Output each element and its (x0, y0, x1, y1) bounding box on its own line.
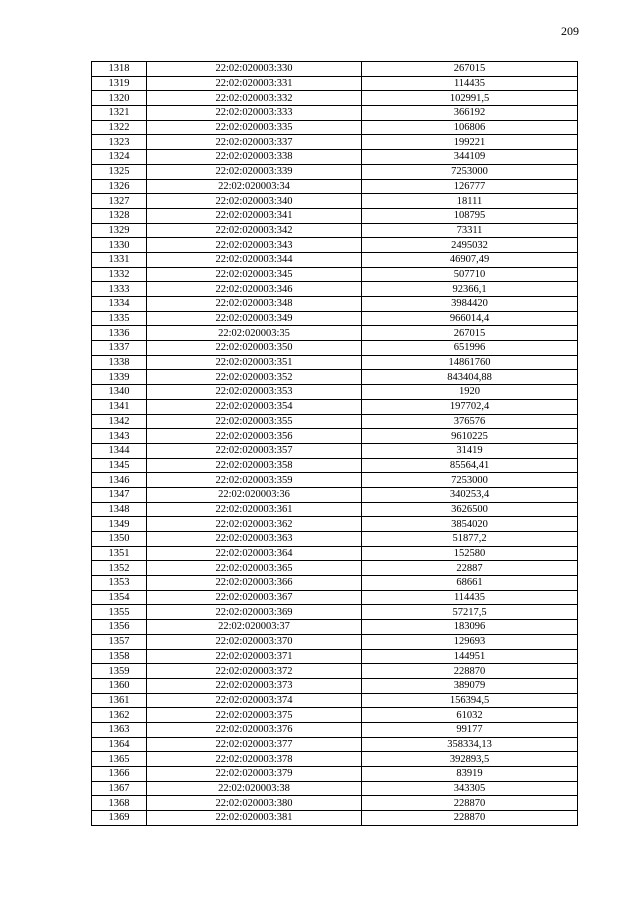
cadastral-value-cell: 106806 (362, 120, 578, 135)
cadastral-number-cell: 22:02:020003:335 (147, 120, 362, 135)
table-row (92, 752, 578, 767)
cadastral-number-cell: 22:02:020003:357 (147, 443, 362, 458)
cadastral-value-cell: 22887 (362, 561, 578, 576)
table-row (92, 458, 578, 473)
cadastral-number-cell: 22:02:020003:355 (147, 414, 362, 429)
row-number-cell: 1352 (92, 561, 147, 576)
table-row (92, 355, 578, 370)
table-row (92, 179, 578, 194)
table-row (92, 620, 578, 635)
table-row (92, 223, 578, 238)
cadastral-number-cell: 22:02:020003:379 (147, 767, 362, 782)
table-row (92, 326, 578, 341)
row-number-cell: 1326 (92, 179, 147, 194)
row-number-cell: 1359 (92, 664, 147, 679)
cadastral-value-cell: 966014,4 (362, 311, 578, 326)
cadastral-number-cell: 22:02:020003:374 (147, 693, 362, 708)
cadastral-number-cell: 22:02:020003:381 (147, 811, 362, 826)
cadastral-number-cell: 22:02:020003:376 (147, 722, 362, 737)
table-row (92, 487, 578, 502)
row-number-cell: 1331 (92, 252, 147, 267)
cadastral-value-cell: 114435 (362, 590, 578, 605)
table-row (92, 532, 578, 547)
cadastral-value-cell: 267015 (362, 326, 578, 341)
cadastral-value-cell: 267015 (362, 62, 578, 77)
cadastral-number-cell: 22:02:020003:380 (147, 796, 362, 811)
cadastral-number-cell: 22:02:020003:369 (147, 605, 362, 620)
cadastral-value-cell: 46907,49 (362, 252, 578, 267)
cadastral-value-cell: 152580 (362, 546, 578, 561)
cadastral-number-cell: 22:02:020003:332 (147, 91, 362, 106)
cadastral-number-cell: 22:02:020003:340 (147, 194, 362, 209)
cadastral-value-cell: 85564,41 (362, 458, 578, 473)
cadastral-number-cell: 22:02:020003:375 (147, 708, 362, 723)
table-row (92, 120, 578, 135)
table-row (92, 150, 578, 165)
row-number-cell: 1362 (92, 708, 147, 723)
row-number-cell: 1330 (92, 238, 147, 253)
row-number-cell: 1369 (92, 811, 147, 826)
row-number-cell: 1349 (92, 517, 147, 532)
row-number-cell: 1356 (92, 620, 147, 635)
table-row (92, 664, 578, 679)
cadastral-value-cell: 358334,13 (362, 737, 578, 752)
cadastral-value-cell: 73311 (362, 223, 578, 238)
row-number-cell: 1338 (92, 355, 147, 370)
row-number-cell: 1329 (92, 223, 147, 238)
cadastral-number-cell: 22:02:020003:353 (147, 385, 362, 400)
cadastral-value-cell: 183096 (362, 620, 578, 635)
cadastral-number-cell: 22:02:020003:35 (147, 326, 362, 341)
table-row (92, 546, 578, 561)
cadastral-value-cell: 199221 (362, 135, 578, 150)
row-number-cell: 1341 (92, 399, 147, 414)
table-row (92, 414, 578, 429)
cadastral-number-cell: 22:02:020003:352 (147, 370, 362, 385)
cadastral-number-cell: 22:02:020003:366 (147, 576, 362, 591)
row-number-cell: 1336 (92, 326, 147, 341)
row-number-cell: 1363 (92, 722, 147, 737)
table-row (92, 561, 578, 576)
cadastral-number-cell: 22:02:020003:36 (147, 487, 362, 502)
cadastral-value-cell: 99177 (362, 722, 578, 737)
row-number-cell: 1342 (92, 414, 147, 429)
cadastral-number-cell: 22:02:020003:373 (147, 678, 362, 693)
row-number-cell: 1361 (92, 693, 147, 708)
cadastral-value-cell: 18111 (362, 194, 578, 209)
row-number-cell: 1354 (92, 590, 147, 605)
cadastral-value-cell: 3626500 (362, 502, 578, 517)
table-row (92, 208, 578, 223)
table-row (92, 385, 578, 400)
table-row (92, 634, 578, 649)
cadastral-value-table (91, 61, 578, 826)
row-number-cell: 1365 (92, 752, 147, 767)
cadastral-number-cell: 22:02:020003:377 (147, 737, 362, 752)
cadastral-number-cell: 22:02:020003:343 (147, 238, 362, 253)
table-row (92, 164, 578, 179)
table-body (92, 62, 578, 826)
row-number-cell: 1333 (92, 282, 147, 297)
cadastral-number-cell: 22:02:020003:359 (147, 473, 362, 488)
cadastral-number-cell: 22:02:020003:351 (147, 355, 362, 370)
cadastral-value-cell: 1920 (362, 385, 578, 400)
row-number-cell: 1340 (92, 385, 147, 400)
cadastral-number-cell: 22:02:020003:364 (147, 546, 362, 561)
cadastral-value-cell: 156394,5 (362, 693, 578, 708)
cadastral-value-cell: 14861760 (362, 355, 578, 370)
cadastral-value-cell: 389079 (362, 678, 578, 693)
cadastral-value-cell: 2495032 (362, 238, 578, 253)
cadastral-number-cell: 22:02:020003:339 (147, 164, 362, 179)
row-number-cell: 1368 (92, 796, 147, 811)
row-number-cell: 1320 (92, 91, 147, 106)
table-row (92, 341, 578, 356)
table-row (92, 238, 578, 253)
table-row (92, 502, 578, 517)
row-number-cell: 1332 (92, 267, 147, 282)
cadastral-value-cell: 144951 (362, 649, 578, 664)
cadastral-value-cell: 51877,2 (362, 532, 578, 547)
cadastral-value-cell: 392893,5 (362, 752, 578, 767)
row-number-cell: 1322 (92, 120, 147, 135)
table-row (92, 473, 578, 488)
cadastral-number-cell: 22:02:020003:349 (147, 311, 362, 326)
row-number-cell: 1350 (92, 532, 147, 547)
cadastral-number-cell: 22:02:020003:338 (147, 150, 362, 165)
cadastral-number-cell: 22:02:020003:371 (147, 649, 362, 664)
cadastral-number-cell: 22:02:020003:356 (147, 429, 362, 444)
row-number-cell: 1357 (92, 634, 147, 649)
table-row (92, 693, 578, 708)
cadastral-value-cell: 126777 (362, 179, 578, 194)
table-row (92, 590, 578, 605)
row-number-cell: 1360 (92, 678, 147, 693)
row-number-cell: 1321 (92, 106, 147, 121)
cadastral-number-cell: 22:02:020003:358 (147, 458, 362, 473)
cadastral-number-cell: 22:02:020003:372 (147, 664, 362, 679)
table-row (92, 605, 578, 620)
cadastral-value-cell: 7253000 (362, 164, 578, 179)
table-row (92, 282, 578, 297)
cadastral-value-cell: 83919 (362, 767, 578, 782)
row-number-cell: 1325 (92, 164, 147, 179)
row-number-cell: 1348 (92, 502, 147, 517)
cadastral-value-cell: 92366,1 (362, 282, 578, 297)
row-number-cell: 1343 (92, 429, 147, 444)
cadastral-value-cell: 7253000 (362, 473, 578, 488)
row-number-cell: 1364 (92, 737, 147, 752)
row-number-cell: 1347 (92, 487, 147, 502)
table-row (92, 370, 578, 385)
table-row (92, 76, 578, 91)
cadastral-number-cell: 22:02:020003:348 (147, 297, 362, 312)
cadastral-number-cell: 22:02:020003:354 (147, 399, 362, 414)
row-number-cell: 1339 (92, 370, 147, 385)
row-number-cell: 1358 (92, 649, 147, 664)
table-row (92, 194, 578, 209)
cadastral-value-cell: 507710 (362, 267, 578, 282)
cadastral-number-cell: 22:02:020003:361 (147, 502, 362, 517)
table-row (92, 106, 578, 121)
table-row (92, 135, 578, 150)
row-number-cell: 1318 (92, 62, 147, 77)
cadastral-number-cell: 22:02:020003:370 (147, 634, 362, 649)
cadastral-number-cell: 22:02:020003:363 (147, 532, 362, 547)
cadastral-number-cell: 22:02:020003:344 (147, 252, 362, 267)
page-number: 209 (561, 24, 579, 38)
cadastral-value-cell: 114435 (362, 76, 578, 91)
row-number-cell: 1327 (92, 194, 147, 209)
cadastral-number-cell: 22:02:020003:333 (147, 106, 362, 121)
cadastral-value-cell: 228870 (362, 664, 578, 679)
row-number-cell: 1367 (92, 781, 147, 796)
table-row (92, 517, 578, 532)
table-row (92, 678, 578, 693)
cadastral-value-cell: 228870 (362, 811, 578, 826)
cadastral-value-cell: 3984420 (362, 297, 578, 312)
table-row (92, 91, 578, 106)
cadastral-number-cell: 22:02:020003:378 (147, 752, 362, 767)
cadastral-number-cell: 22:02:020003:37 (147, 620, 362, 635)
table-row (92, 297, 578, 312)
cadastral-value-cell: 102991,5 (362, 91, 578, 106)
cadastral-value-cell: 31419 (362, 443, 578, 458)
row-number-cell: 1324 (92, 150, 147, 165)
cadastral-value-cell: 343305 (362, 781, 578, 796)
table-row (92, 311, 578, 326)
row-number-cell: 1334 (92, 297, 147, 312)
cadastral-value-cell: 3854020 (362, 517, 578, 532)
row-number-cell: 1337 (92, 341, 147, 356)
row-number-cell: 1355 (92, 605, 147, 620)
cadastral-value-cell: 366192 (362, 106, 578, 121)
table-row (92, 737, 578, 752)
cadastral-value-cell: 376576 (362, 414, 578, 429)
table-row (92, 796, 578, 811)
row-number-cell: 1345 (92, 458, 147, 473)
cadastral-number-cell: 22:02:020003:362 (147, 517, 362, 532)
table-row (92, 62, 578, 77)
row-number-cell: 1344 (92, 443, 147, 458)
table-row (92, 399, 578, 414)
cadastral-value-cell: 651996 (362, 341, 578, 356)
cadastral-value-cell: 340253,4 (362, 487, 578, 502)
cadastral-number-cell: 22:02:020003:346 (147, 282, 362, 297)
table-row (92, 443, 578, 458)
cadastral-number-cell: 22:02:020003:330 (147, 62, 362, 77)
row-number-cell: 1346 (92, 473, 147, 488)
cadastral-value-cell: 843404,88 (362, 370, 578, 385)
cadastral-value-cell: 228870 (362, 796, 578, 811)
row-number-cell: 1353 (92, 576, 147, 591)
cadastral-value-cell: 344109 (362, 150, 578, 165)
cadastral-number-cell: 22:02:020003:337 (147, 135, 362, 150)
table-row (92, 267, 578, 282)
table-row (92, 252, 578, 267)
cadastral-number-cell: 22:02:020003:365 (147, 561, 362, 576)
row-number-cell: 1351 (92, 546, 147, 561)
row-number-cell: 1328 (92, 208, 147, 223)
cadastral-number-cell: 22:02:020003:34 (147, 179, 362, 194)
cadastral-value-cell: 129693 (362, 634, 578, 649)
cadastral-number-cell: 22:02:020003:367 (147, 590, 362, 605)
table-row (92, 708, 578, 723)
table-row (92, 429, 578, 444)
cadastral-number-cell: 22:02:020003:350 (147, 341, 362, 356)
row-number-cell: 1319 (92, 76, 147, 91)
table-row (92, 649, 578, 664)
cadastral-number-cell: 22:02:020003:38 (147, 781, 362, 796)
cadastral-number-cell: 22:02:020003:345 (147, 267, 362, 282)
cadastral-value-cell: 68661 (362, 576, 578, 591)
table-row (92, 767, 578, 782)
cadastral-value-cell: 108795 (362, 208, 578, 223)
table-row (92, 781, 578, 796)
table-row (92, 811, 578, 826)
cadastral-number-cell: 22:02:020003:342 (147, 223, 362, 238)
cadastral-number-cell: 22:02:020003:331 (147, 76, 362, 91)
row-number-cell: 1366 (92, 767, 147, 782)
row-number-cell: 1335 (92, 311, 147, 326)
table-row (92, 722, 578, 737)
table-row (92, 576, 578, 591)
cadastral-number-cell: 22:02:020003:341 (147, 208, 362, 223)
cadastral-value-cell: 61032 (362, 708, 578, 723)
cadastral-value-cell: 9610225 (362, 429, 578, 444)
row-number-cell: 1323 (92, 135, 147, 150)
cadastral-value-cell: 197702,4 (362, 399, 578, 414)
cadastral-value-cell: 57217,5 (362, 605, 578, 620)
